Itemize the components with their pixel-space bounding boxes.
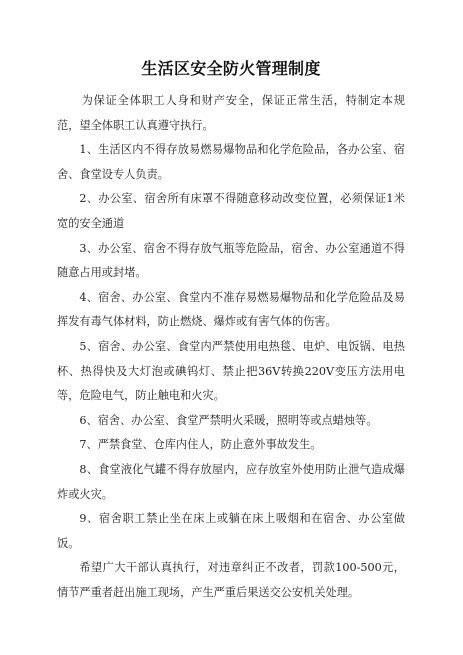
closing-paragraph: 希望广大干部认真执行，对违章纠正不改者，罚款100-500元，情节严重者赶出施工现场，产生严重后果送交公安机关处理。 xyxy=(57,561,405,599)
rule-1: 1、生活区内不得存放易燃易爆物品和化学危险品，各办公室、宿舍、食堂设专人负责。 xyxy=(57,143,405,181)
rule-7: 7、严禁食堂、仓库内住人，防止意外事故发生。 xyxy=(79,438,322,452)
rule-4: 4、宿舍、办公室、食堂内不准存易燃易爆物品和化学危险品及易挥发有毒气体材料，防止燃烧、爆炸或有害气体的伤害。 xyxy=(57,290,405,329)
rule-5: 5、宿舍、办公室、食堂内严禁使用电热毯、电炉、电饭锅、电热杯、热得快及大灯泡或碘钨灯、禁止把36V转换220V变压方法用电等，危险电气，防止触电和火灾。 xyxy=(57,339,405,403)
rule-2: 2、办公室、宿舍所有床罩不得随意移动改变位置，必须保证1米宽的安全通道 xyxy=(57,192,405,230)
rule-3: 3、办公室、宿舍不得存放气瓶等危险品，宿舍、办公室通道不得随意占用或封堵。 xyxy=(57,241,405,280)
rule-9: 9、宿舍职工禁止坐在床上或躺在床上吸烟和在宿舍、办公室做饭。 xyxy=(57,512,405,550)
document-title: 生活区安全防火管理制度 xyxy=(141,59,321,78)
rule-8: 8、食堂液化气罐不得存放屋内，应存放室外使用防止泄气造成爆炸或火灾。 xyxy=(57,462,405,501)
document-page xyxy=(57,58,405,605)
rule-6: 6、宿舍、办公室、食堂严禁明火采暖，照明等或点蜡烛等。 xyxy=(79,413,378,427)
intro-paragraph: 为保证全体职工人身和财产安全，保证正常生活，特制定本规范，望全体职工认真遵守执行。 xyxy=(57,94,405,132)
